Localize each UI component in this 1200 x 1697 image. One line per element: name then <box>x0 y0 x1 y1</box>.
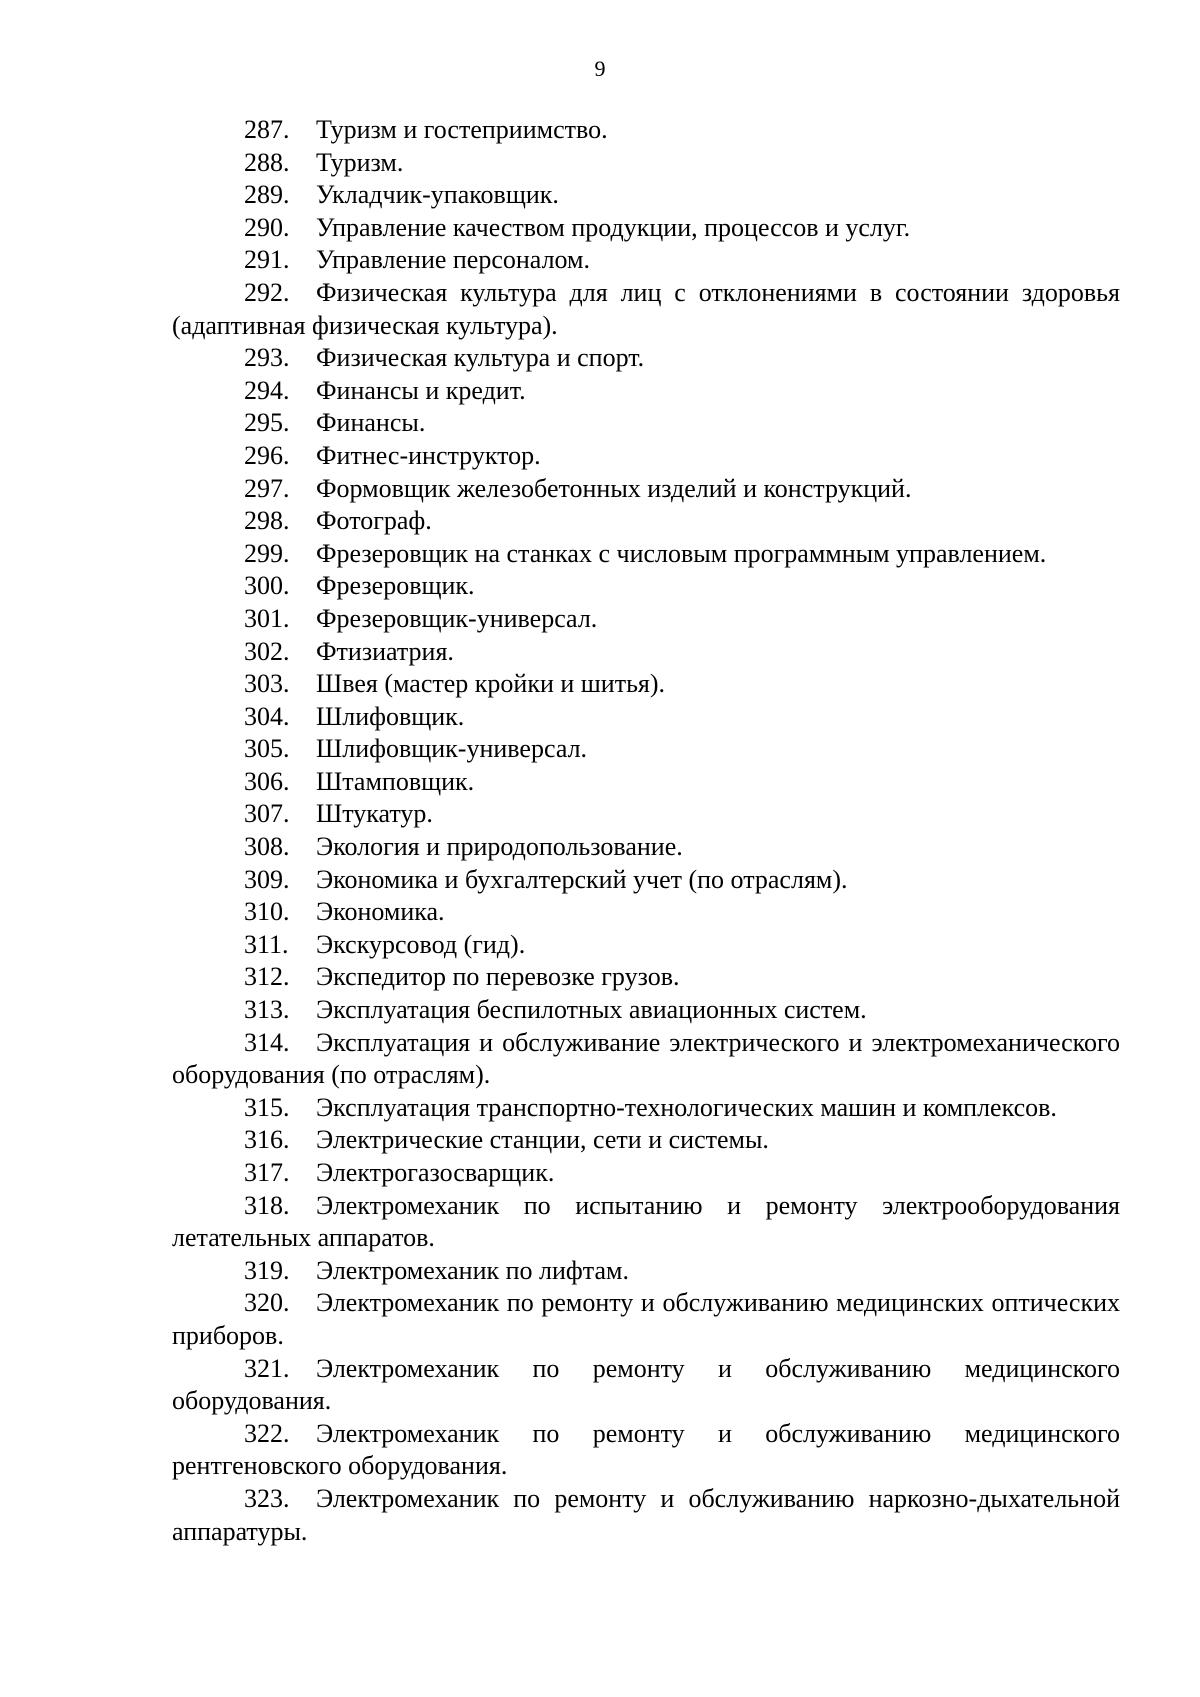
list-item-number: 304. <box>244 701 290 731</box>
list-item <box>172 342 1120 375</box>
list-item <box>172 603 1120 636</box>
list-item <box>172 1287 1120 1352</box>
list-item <box>172 929 1120 962</box>
list-item-number: 291. <box>244 245 290 275</box>
list-item-number: 297. <box>244 473 290 503</box>
list-item <box>172 1418 1120 1483</box>
page-number: 9 <box>594 56 606 81</box>
list-item-number: 319. <box>244 1255 290 1285</box>
list-item-text: Швея (мастер кройки и шитья). <box>316 669 666 699</box>
list-item <box>172 798 1120 831</box>
list-item <box>172 407 1120 440</box>
list-item-text: Укладчик-упаковщик. <box>316 180 559 210</box>
list-item-text: Фрезеровщик на станках с числовым программным управлением. <box>316 538 1047 568</box>
list-item-text: Шлифовщик. <box>316 701 465 731</box>
list-item <box>172 244 1120 277</box>
list-item <box>172 277 1120 342</box>
list-item-number: 321. <box>244 1353 290 1383</box>
list-item <box>172 538 1120 571</box>
list-item-number: 323. <box>244 1483 290 1513</box>
list-item <box>172 766 1120 799</box>
list-item <box>172 375 1120 408</box>
list-item-text: Эксплуатация транспортно-технологических машин и комплексов. <box>316 1092 1057 1122</box>
list-item-number: 322. <box>244 1418 290 1448</box>
list-item-text: Электромеханик по испытанию и ремонту электрооборудования летательных аппаратов. <box>172 1190 1120 1253</box>
list-item <box>172 1092 1120 1125</box>
list-item-text: Эксплуатация и обслуживание электрического и электромеханического оборудования (по отраслям). <box>172 1027 1120 1090</box>
list-item-number: 302. <box>244 636 290 666</box>
list-item-text: Электромеханик по лифтам. <box>316 1255 629 1285</box>
list-item-text: Электрогазосварщик. <box>316 1158 555 1187</box>
list-item-text: Туризм и гостеприимство. <box>316 115 608 144</box>
list-item-number: 313. <box>244 995 290 1025</box>
list-item-text: Экономика и бухгалтерский учет (по отраслям). <box>316 864 848 894</box>
list-item-text: Электромеханик по ремонту и обслуживанию наркозно-дыхательной аппаратуры. <box>172 1483 1120 1546</box>
list-item-text: Штамповщик. <box>316 766 475 796</box>
list-item-text: Электрические станции, сети и системы. <box>316 1125 769 1155</box>
list-item <box>172 668 1120 701</box>
list-item-text: Электромеханик по ремонту и обслуживанию медицинского оборудования. <box>172 1353 1120 1416</box>
list-item-number: 320. <box>244 1288 290 1318</box>
list-item-number: 288. <box>244 147 290 177</box>
list-item <box>172 147 1120 180</box>
specialty-list <box>172 114 1120 1548</box>
list-item-text: Экскурсовод (гид). <box>316 929 526 959</box>
list-item <box>172 1027 1120 1092</box>
list-item-text: Шлифовщик-универсал. <box>316 734 588 764</box>
list-item-text: Экология и природопользование. <box>316 832 683 862</box>
list-item <box>172 994 1120 1027</box>
list-item <box>172 1190 1120 1255</box>
list-item-text: Фотограф. <box>316 506 432 536</box>
list-item-number: 293. <box>244 343 290 373</box>
list-item <box>172 1353 1120 1418</box>
list-item-text: Экспедитор по перевозке грузов. <box>316 962 680 992</box>
list-item-number: 308. <box>244 832 290 862</box>
list-item-number: 300. <box>244 571 290 601</box>
list-item-number: 307. <box>244 799 290 829</box>
list-item-text: Финансы. <box>316 408 426 438</box>
list-item <box>172 473 1120 506</box>
list-item-number: 287. <box>244 115 290 144</box>
list-item <box>172 864 1120 897</box>
list-item-number: 292. <box>244 277 290 307</box>
list-item <box>172 701 1120 734</box>
list-item-number: 318. <box>244 1190 290 1220</box>
list-item-number: 289. <box>244 180 290 210</box>
list-item-text: Туризм. <box>316 147 404 177</box>
list-item-number: 312. <box>244 962 290 992</box>
list-item-number: 298. <box>244 506 290 536</box>
list-item-number: 290. <box>244 212 290 242</box>
list-item <box>172 831 1120 864</box>
list-item-number: 301. <box>244 603 290 633</box>
list-item <box>172 896 1120 929</box>
list-item-number: 303. <box>244 669 290 699</box>
list-item-text: Экономика. <box>316 897 445 927</box>
list-item <box>172 179 1120 212</box>
list-item <box>172 1255 1120 1288</box>
list-item <box>172 1124 1120 1157</box>
list-item-text: Электромеханик по ремонту и обслуживанию медицинского рентгеновского оборудования. <box>172 1418 1120 1481</box>
list-item-text: Формовщик железобетонных изделий и конструкций. <box>316 473 912 503</box>
list-item <box>172 636 1120 669</box>
list-item-number: 296. <box>244 440 290 470</box>
list-item-text: Эксплуатация беспилотных авиационных систем. <box>316 995 867 1025</box>
list-item-number: 299. <box>244 538 290 568</box>
list-item-number: 316. <box>244 1125 290 1155</box>
list-item <box>172 212 1120 245</box>
list-item-text: Фрезеровщик-универсал. <box>316 603 598 633</box>
list-item-number: 294. <box>244 375 290 405</box>
list-item <box>172 570 1120 603</box>
list-item-number: 306. <box>244 766 290 796</box>
list-item-number: 317. <box>244 1158 290 1187</box>
list-item-text: Физическая культура и спорт. <box>316 343 645 373</box>
list-item-text: Физическая культура для лиц с отклонениями в состоянии здоровья (адаптивная физическая культура). <box>172 277 1120 340</box>
list-item <box>172 114 1120 147</box>
list-item <box>172 961 1120 994</box>
list-item-text: Фтизиатрия. <box>316 636 454 666</box>
list-item-number: 315. <box>244 1092 290 1122</box>
list-item-text: Фрезеровщик. <box>316 571 475 601</box>
list-item-number: 314. <box>244 1027 290 1057</box>
list-item-number: 311. <box>244 929 289 959</box>
list-item-number: 295. <box>244 408 290 438</box>
list-item-text: Электромеханик по ремонту и обслуживанию медицинских оптических приборов. <box>172 1288 1120 1350</box>
list-item <box>172 1157 1120 1190</box>
list-item-number: 305. <box>244 734 290 764</box>
list-item <box>172 505 1120 538</box>
list-item-number: 310. <box>244 897 290 927</box>
list-item <box>172 440 1120 473</box>
list-item-text: Фитнес-инструктор. <box>316 440 541 470</box>
list-item-text: Финансы и кредит. <box>316 375 526 405</box>
list-item-text: Управление качеством продукции, процессов и услуг. <box>316 212 911 242</box>
list-item <box>172 733 1120 766</box>
list-item-text: Штукатур. <box>316 799 433 829</box>
list-item-number: 309. <box>244 864 290 894</box>
list-item-text: Управление персоналом. <box>316 245 591 275</box>
list-item <box>172 1483 1120 1548</box>
